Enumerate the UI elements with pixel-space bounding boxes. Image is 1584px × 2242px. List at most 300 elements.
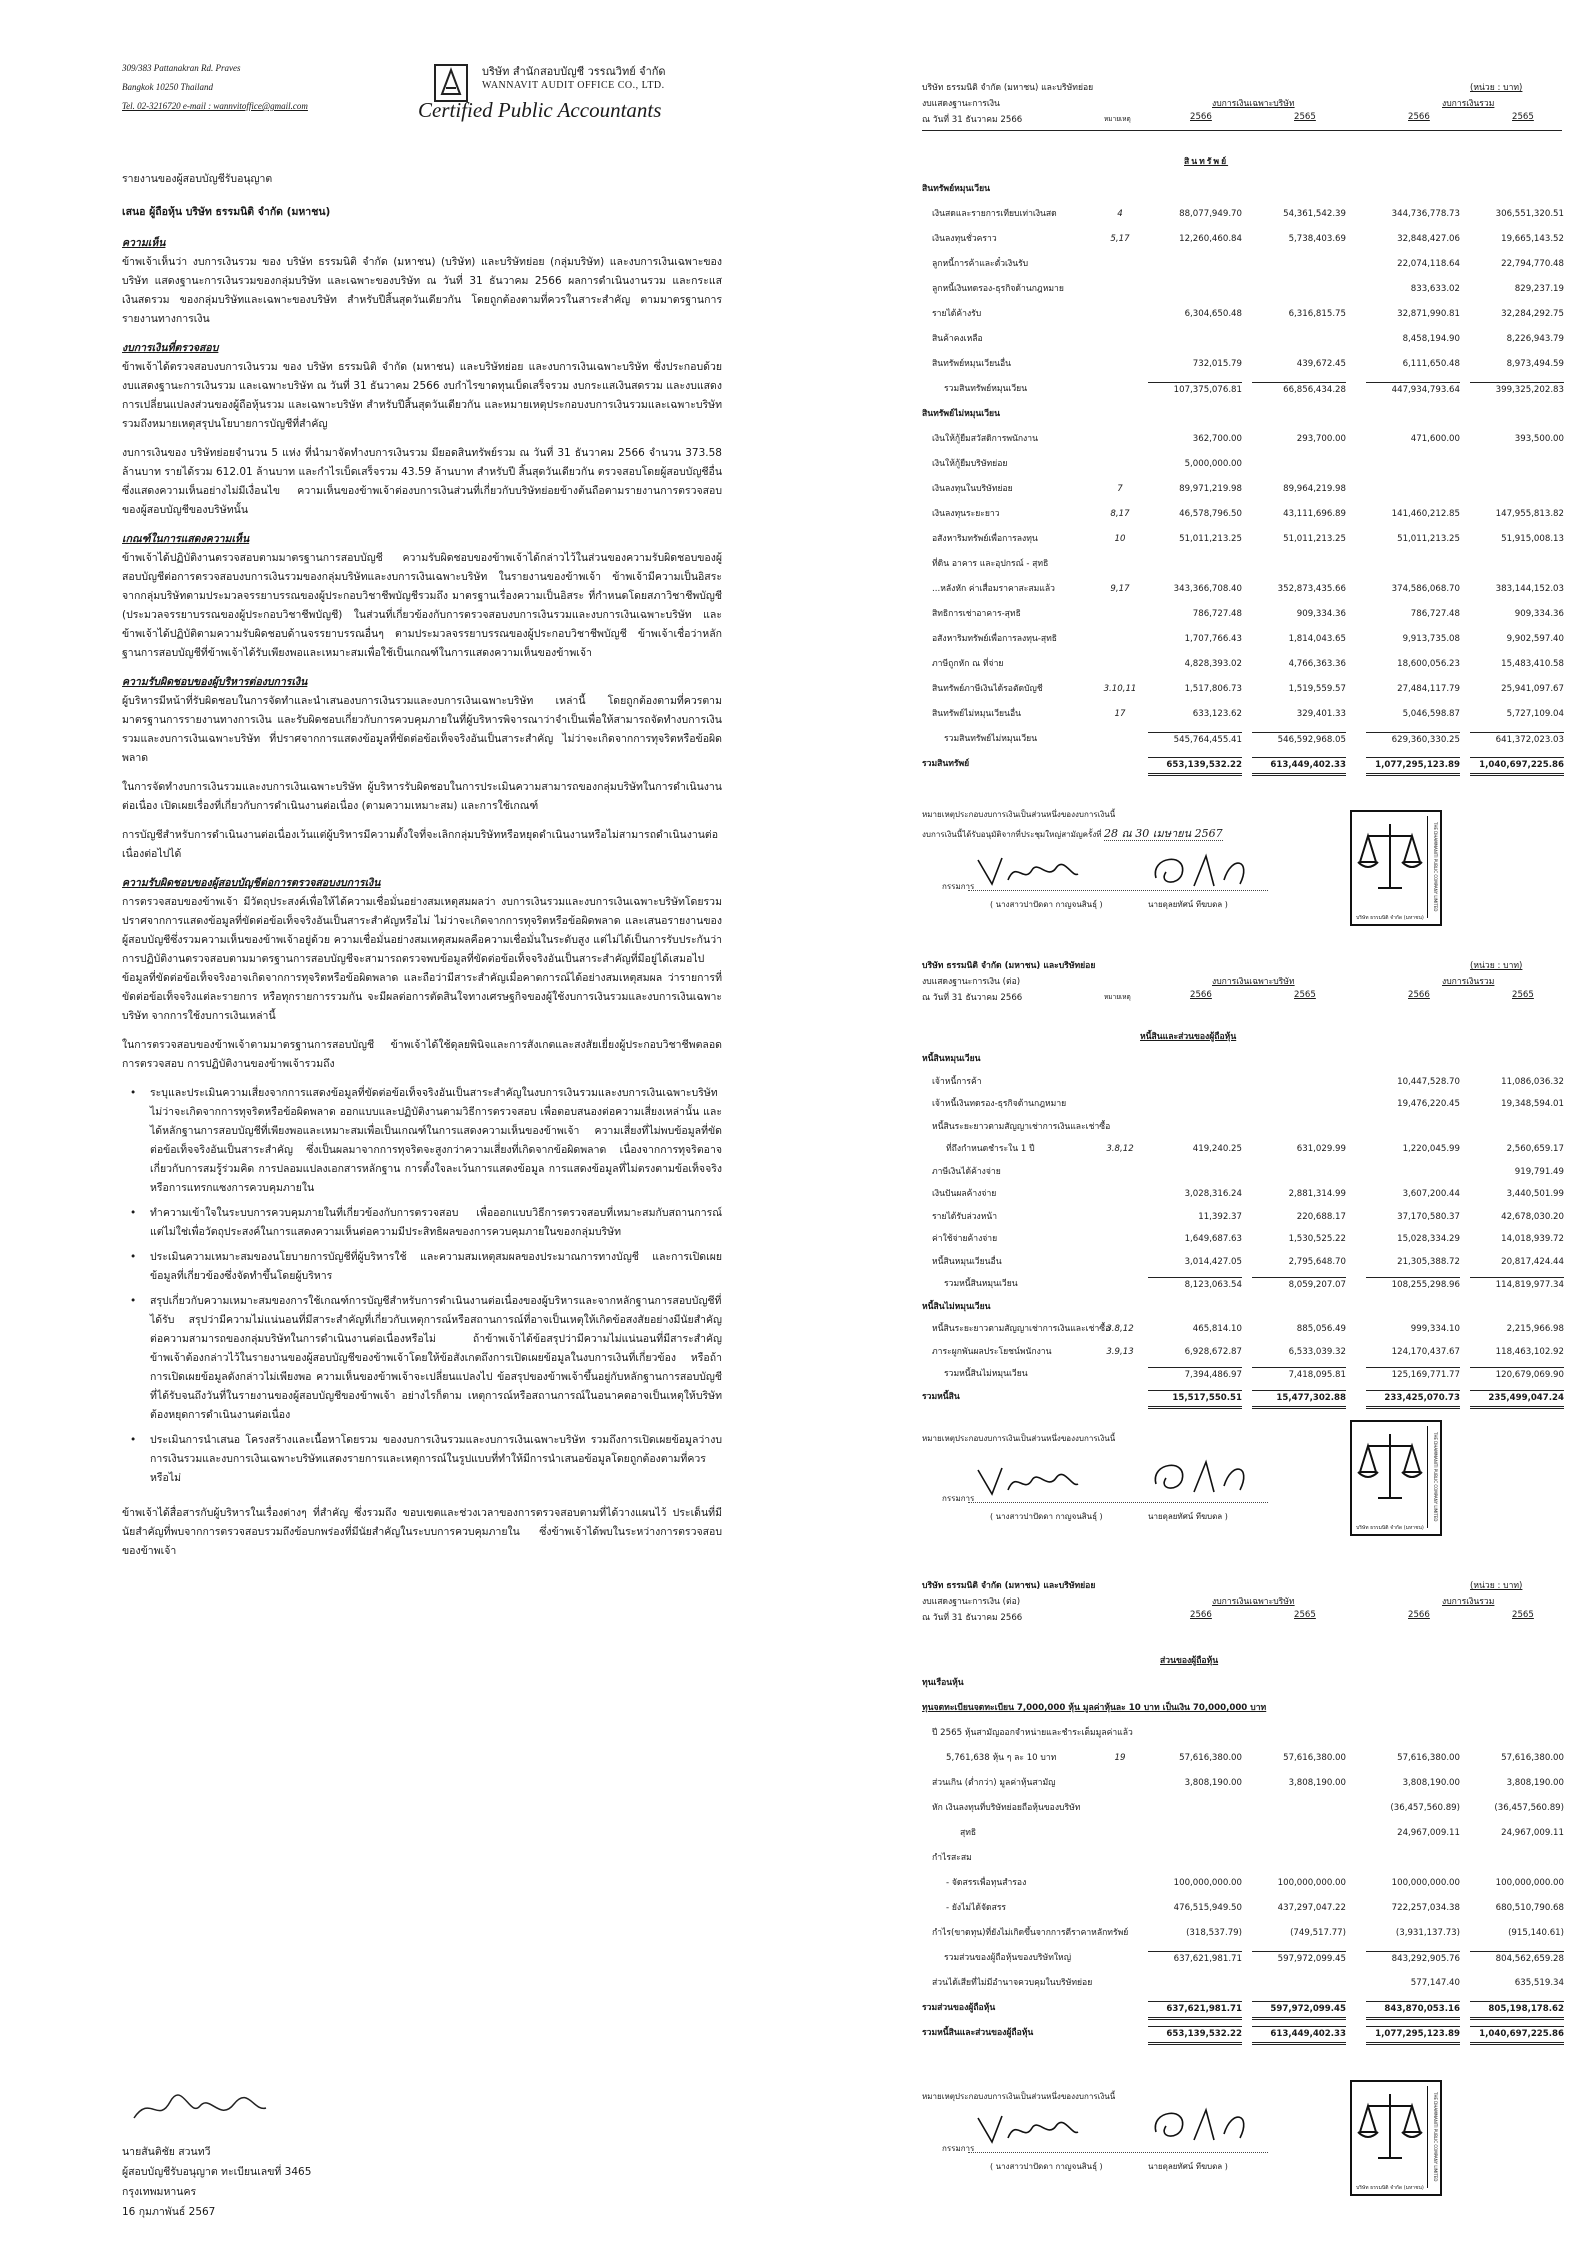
year-header: 2566 <box>1408 1610 1430 1620</box>
table-row <box>922 1052 1584 1067</box>
table-row <box>922 1876 1584 1891</box>
table-row <box>922 657 1584 672</box>
row-value: 3,014,427.05 <box>1184 1256 1242 1267</box>
row-label: หนี้สินไม่หมุนเวียน <box>922 1301 991 1312</box>
row-value: 653,139,532.22 <box>1148 757 1242 776</box>
unit-label: (หน่วย : บาท) <box>1470 961 1523 971</box>
signer-name-1: ( นางสาวปาปัดดา กาญจนสินธุ์ ) <box>990 2162 1103 2171</box>
heading-management-responsibility: ความรับผิดชอบของผู้บริหารต่องบการเงิน <box>122 676 308 688</box>
row-value: 343,366,708.40 <box>1173 584 1242 594</box>
table-row <box>922 1165 1584 1180</box>
paragraph-other-auditors: งบการเงินของ บริษัทย่อยจำนวน 5 แห่ง ที่นำมาจัดทำงบการเงินรวม มียอดสินทรัพย์รวม ณ วันที่ 31 ธันวาคม 2566 จำนวน 373.58 ล้านบาท รายได้รวม 612.01 ล้านบาท และกำไรเบ็ดเสร็จรวม 43.59 ล้านบาท สำหรับปี สิ้นสุดวันเดียวกัน ตรวจสอบโดยผู้สอบบัญชีอื่นซึ่งแสดงความเห็นอย่างไม่มีเงื่อนไข ความเห็นของข้าพเจ้าต่องบการเงินส่วนที่เกี่ยวกับบริษัทย่อยข้างต้นถือตามรายงานการตรวจสอบของผู้สอบบัญชีของบริษัทนั้น <box>122 447 722 516</box>
firm-address <box>122 62 308 113</box>
row-value: 3,440,501.99 <box>1506 1189 1564 1199</box>
row-value: 100,000,000.00 <box>1173 1878 1242 1888</box>
director-signature-1 <box>972 2108 1082 2152</box>
equity-header <box>922 1578 1562 1638</box>
table-row <box>922 482 1584 497</box>
row-label: รวมส่วนของผู้ถือหุ้น <box>922 2003 996 2013</box>
row-label: รวมหนี้สินหมุนเวียน <box>944 1279 1018 1289</box>
company-name: บริษัท ธรรมนิติ จำกัด (มหาชน) และบริษัทย่อย <box>922 961 1096 971</box>
company-name: บริษัท ธรรมนิติ จำกัด (มหาชน) และบริษัทย่อย <box>922 83 1094 93</box>
row-value: 362,700.00 <box>1192 434 1242 444</box>
row-label: ค่าใช้จ่ายค้างจ่าย <box>932 1234 998 1244</box>
row-value: 6,533,039.32 <box>1288 1346 1346 1357</box>
row-value: 25,941,097.67 <box>1501 684 1564 694</box>
address-line-1: 309/383 Pattanakran Rd. Praves <box>122 63 241 73</box>
row-value: 306,551,320.51 <box>1495 209 1564 219</box>
assets-header <box>922 80 1562 140</box>
row-label: ลูกหนี้เงินทดรอง-ธุรกิจด้านกฎหมาย <box>932 284 1064 294</box>
row-value: 4,828,393.02 <box>1184 659 1242 669</box>
row-value: 843,870,053.16 <box>1366 2001 1460 2020</box>
row-value: 15,477,302.88 <box>1252 1390 1346 1409</box>
footnote: หมายเหตุประกอบงบการเงินเป็นส่วนหนึ่งของงบการเงินนี้ <box>922 2092 1116 2101</box>
row-value: (3,931,137.73) <box>1395 1928 1460 1938</box>
row-label: เงินสดและรายการเทียบเท่าเงินสด <box>932 209 1057 219</box>
row-value: 27,484,117.79 <box>1397 684 1460 694</box>
row-value: 1,220,045.99 <box>1402 1144 1460 1154</box>
row-value: 613,449,402.33 <box>1252 2026 1346 2045</box>
section-title-liabilities: หนี้สินและส่วนของผู้ถือหุ้น <box>1140 1032 1237 1042</box>
paragraph-going-concern-cont: การบัญชีสำหรับการดำเนินงานต่อเนื่องเว้นแต่ผู้บริหารมีความตั้งใจที่จะเลิกกลุ่มบริษัทหรือหยุดดำเนินงานหรือไม่สามารถดำเนินงานต่อเนื่องต่อไปได้ <box>122 829 719 860</box>
statement-title: งบแสดงฐานะการเงิน (ต่อ) <box>922 977 1021 987</box>
stamp-text: บริษัท ธรรมนิติ จำกัด (มหาชน) <box>1356 915 1424 921</box>
row-value: 12,260,460.84 <box>1179 234 1242 244</box>
row-value: 374,586,068.70 <box>1391 584 1460 594</box>
row-value: 46,578,796.50 <box>1179 509 1242 519</box>
row-value: 2,215,966.98 <box>1506 1324 1564 1334</box>
row-label: หนี้สินระยะยาวตามสัญญาเช่าการเงินและเช่าซื้อ <box>932 1324 1111 1334</box>
row-value: 88,077,949.70 <box>1179 209 1242 219</box>
row-value: 22,074,118.64 <box>1397 259 1460 269</box>
table-row <box>922 682 1584 697</box>
row-value: 124,170,437.67 <box>1391 1346 1460 1357</box>
row-value: (749,517.77) <box>1290 1928 1346 1938</box>
row-value: 1,040,697,225.86 <box>1470 2026 1564 2045</box>
row-value: 471,600.00 <box>1410 434 1460 444</box>
row-label: ภาษีเงินได้ค้างจ่าย <box>932 1166 1001 1177</box>
row-label: ...หลังหัก ค่าเสื่อมราคาสะสมแล้ว <box>932 584 1055 594</box>
row-value: 6,928,672.87 <box>1184 1346 1242 1357</box>
table-row <box>922 1345 1584 1360</box>
row-label: ส่วนได้เสียที่ไม่มีอำนาจควบคุมในบริษัทย่อย <box>932 1978 1093 1988</box>
report-addressee: เสนอ ผู้ถือหุ้น บริษัท ธรรมนิติ จำกัด (มหาชน) <box>122 206 331 218</box>
row-value: 8,458,194.90 <box>1402 334 1460 344</box>
company-seal-stamp <box>1350 1420 1442 1536</box>
row-value: 100,000,000.00 <box>1277 1878 1346 1888</box>
row-value: 786,727.48 <box>1192 609 1242 619</box>
row-value: 732,015.79 <box>1192 359 1242 369</box>
stamp-side-text: THE DHAMMANITI PUBLIC COMPANY LIMITED <box>1427 816 1438 918</box>
table-row <box>922 307 1584 322</box>
row-value: 805,198,178.62 <box>1470 2001 1564 2020</box>
paragraph-opinion: ข้าพเจ้าเห็นว่า งบการเงินรวม ของ บริษัท ธรรมนิติ จำกัด (มหาชน) (บริษัท) และบริษัทย่อย (กลุ่มบริษัท) และงบการเงินเฉพาะของบริษัท แสดงฐานะการเงินรวมของกลุ่มบริษัท และเฉพาะของบริษัท ณ วันที่ 31 ธันวาคม 2566 ผลการดำเนินงานรวม และกระแสเงินสดรวม ของกลุ่มบริษัทและเฉพาะของบริษัท สำหรับปีสิ้นสุดวันเดียวกัน โดยถูกต้องตามที่ควรในสาระสำคัญ ตามมาตรฐานการรายงานทางการเงิน <box>122 256 722 325</box>
signer-name-2: นายดุลยทัศน์ ทีฆบดล ) <box>1148 900 1228 909</box>
row-value: 107,375,076.81 <box>1148 382 1242 398</box>
row-value: 722,257,034.38 <box>1391 1903 1460 1913</box>
company-name: บริษัท ธรรมนิติ จำกัด (มหาชน) และบริษัทย่อย <box>922 1581 1096 1591</box>
consolidated-header: งบการเงินรวม <box>1442 1597 1495 1607</box>
table-row <box>922 582 1584 597</box>
row-label: เจ้าหนี้การค้า <box>932 1076 982 1087</box>
table-row <box>922 457 1584 472</box>
auditor-signature <box>130 2088 270 2132</box>
table-row <box>922 1367 1584 1382</box>
table-row <box>922 607 1584 622</box>
row-value: 419,240.25 <box>1192 1144 1242 1154</box>
table-row <box>922 1851 1584 1866</box>
firm-tagline: Certified Public Accountants <box>418 98 662 122</box>
row-label: รวมหนี้สินและส่วนของผู้ถือหุ้น <box>922 2028 1034 2038</box>
director-signature-1 <box>972 850 1082 894</box>
row-value: 10,447,528.70 <box>1397 1076 1460 1087</box>
year-header: 2565 <box>1512 1610 1534 1620</box>
row-value: 141,460,212.85 <box>1391 509 1460 519</box>
row-value: 1,814,043.65 <box>1288 634 1346 644</box>
row-value: 57,616,380.00 <box>1397 1753 1460 1763</box>
row-value: 118,463,102.92 <box>1495 1346 1564 1357</box>
year-header: 2565 <box>1294 1610 1316 1620</box>
row-label: สินทรัพย์ไม่หมุนเวียน <box>922 409 1000 419</box>
statement-title: งบแสดงฐานะการเงิน (ต่อ) <box>922 1597 1021 1607</box>
consolidated-header: งบการเงินรวม <box>1442 977 1495 987</box>
row-value: 51,011,213.25 <box>1397 534 1460 544</box>
row-value: 2,881,314.99 <box>1288 1189 1346 1199</box>
table-row <box>922 1801 1584 1816</box>
row-value: 37,170,580.37 <box>1397 1211 1460 1222</box>
row-note: 5,17 <box>1110 234 1130 244</box>
table-row <box>922 1826 1584 1841</box>
row-value: 635,519.34 <box>1514 1978 1564 1988</box>
approval-text: งบการเงินนี้ได้รับอนุมัติจากที่ประชุมใหญ่สามัญครั้งที่ <box>922 830 1102 839</box>
row-value: 909,334.36 <box>1514 609 1564 619</box>
row-label: - จัดสรรเพื่อทุนสำรอง <box>946 1878 1027 1888</box>
row-label: อสังหาริมทรัพย์เพื่อการลงทุน-สุทธิ <box>932 634 1058 644</box>
heading-basis: เกณฑ์ในการแสดงความเห็น <box>122 533 250 545</box>
statement-title: งบแสดงฐานะการเงิน <box>922 99 1000 109</box>
year-header: 2566 <box>1190 990 1212 1000</box>
footnote: หมายเหตุประกอบงบการเงินเป็นส่วนหนึ่งของงบการเงินนี้ <box>922 1434 1116 1443</box>
row-value: 465,814.10 <box>1192 1324 1242 1334</box>
row-value: 114,819,977.34 <box>1470 1277 1564 1293</box>
row-value: 843,292,905.76 <box>1366 1951 1460 1967</box>
director-signature-1 <box>972 1460 1082 1504</box>
table-row <box>922 1232 1584 1247</box>
table-row <box>922 707 1584 722</box>
unit-label: (หน่วย : บาท) <box>1470 83 1523 93</box>
row-value: 833,633.02 <box>1410 284 1460 294</box>
row-value: 637,621,981.71 <box>1148 2001 1242 2020</box>
footnote: หมายเหตุประกอบงบการเงินเป็นส่วนหนึ่งของงบการเงินนี้ <box>922 810 1116 819</box>
firm-name-thai: บริษัท สำนักสอบบัญชี วรรณวิทย์ จำกัด <box>482 65 666 78</box>
row-value: 5,727,109.04 <box>1506 709 1564 719</box>
row-value: 15,483,410.58 <box>1501 659 1564 669</box>
paragraph-audited-statements: ข้าพเจ้าได้ตรวจสอบงบการเงินรวม ของ บริษัท ธรรมนิติ จำกัด (มหาชน) และบริษัทย่อย และงบการเงินเฉพาะบริษัท ซึ่งประกอบด้วย งบแสดงฐานะการเงินรวม และเฉพาะบริษัท ณ วันที่ 31 ธันวาคม 2566 งบกำไรขาดทุนเบ็ดเสร็จรวม งบกระแสเงินสดรวม และงบแสดงการเปลี่ยนแปลงส่วนของผู้ถือหุ้นรวม และเฉพาะบริษัท สำหรับปีสิ้นสุดวันเดียวกัน และหมายเหตุประกอบงบการเงินรวมและเฉพาะบริษัท รวมถึงหมายเหตุสรุปนโยบายการบัญชีที่สำคัญ <box>122 361 722 430</box>
company-seal-stamp <box>1350 2080 1442 2196</box>
row-value: 108,255,298.96 <box>1366 1277 1460 1293</box>
row-value: 8,059,207.07 <box>1252 1277 1346 1293</box>
table-row <box>922 1926 1584 1941</box>
row-value: 51,011,213.25 <box>1283 534 1346 544</box>
table-row <box>922 257 1584 272</box>
sign-label: กรรมการ <box>942 2144 975 2153</box>
row-note: 17 <box>1114 709 1126 719</box>
row-label: เงินปันผลค้างจ่าย <box>932 1189 997 1199</box>
row-value: 43,111,696.89 <box>1283 509 1346 519</box>
row-value: 1,077,295,123.89 <box>1366 2026 1460 2045</box>
row-label: 5,761,638 หุ้น ๆ ละ 10 บาท <box>946 1753 1057 1763</box>
row-label: สินทรัพย์ไม่หมุนเวียนอื่น <box>932 709 1022 719</box>
row-value: 597,972,099.45 <box>1252 1951 1346 1967</box>
row-value: 3,808,190.00 <box>1402 1778 1460 1788</box>
row-value: 631,029.99 <box>1296 1144 1346 1154</box>
row-value: 42,678,030.20 <box>1501 1211 1564 1222</box>
row-value: 437,297,047.22 <box>1277 1903 1346 1913</box>
row-label: รวมสินทรัพย์ <box>922 759 970 769</box>
row-value: 89,971,219.98 <box>1179 484 1242 494</box>
row-value: 885,056.49 <box>1296 1324 1346 1334</box>
row-value: 597,972,099.45 <box>1252 2001 1346 2020</box>
row-label: เงินลงทุนชั่วคราว <box>932 234 997 244</box>
director-signature-2 <box>1148 1456 1258 1504</box>
liabilities-header <box>922 958 1562 1018</box>
row-note: 4 <box>1117 209 1123 219</box>
year-header: 2565 <box>1512 112 1534 122</box>
row-label: เงินให้กู้ยืมสวัสดิการพนักงาน <box>932 434 1038 444</box>
row-label: ที่ถึงกำหนดชำระใน 1 ปี <box>946 1144 1035 1154</box>
row-value: 15,028,334.29 <box>1397 1234 1460 1244</box>
row-value: 2,795,648.70 <box>1288 1256 1346 1267</box>
row-value: 4,766,363.36 <box>1288 659 1346 669</box>
row-note: 10 <box>1114 534 1126 544</box>
row-note: 9,17 <box>1110 584 1130 594</box>
procedure-bullet: • ระบุและประเมินความเสี่ยงจากการแสดงข้อมูลที่ขัดต่อข้อเท็จจริงอันเป็นสาระสำคัญในงบการเงินรวมและงบการเงินเฉพาะบริษัท ไม่ว่าจะเกิดจากการทุจริตหรือข้อผิดพลาด ออกแบบและปฏิบัติงานตามวิธีการตรวจสอบ เพื่อตอบสนองต่อความเสี่ยงเหล่านั้น และได้หลักฐานการสอบบัญชีที่เพียงพอและเหมาะสมเพื่อเป็นเกณฑ์ในการแสดงความเห็นของข้าพเจ้า ความเสี่ยงที่ไม่พบข้อมูลที่ขัดต่อข้อเท็จจริงอันเป็นสาระสำคัญ ซึ่งเป็นผลมาจากการทุจริตจะสูงกว่าความเสี่ยงที่เกิดจากข้อผิดพลาด เนื่องจากการทุจริตอาจเกี่ยวกับการสมรู้ร่วมคิด การปลอมแปลงเอกสารหลักฐาน การตั้งใจละเว้นการแสดงข้อมูล การแสดงข้อมูลที่ไม่ตรงตามข้อเท็จจริงหรือการแทรกแซงการควบคุมภายใน <box>122 1084 722 1198</box>
procedure-bullet: • ประเมินความเหมาะสมของนโยบายการบัญชีที่ผู้บริหารใช้ และความสมเหตุสมผลของประมาณการทางบัญชี และการเปิดเผยข้อมูลที่เกี่ยวข้องซึ่งจัดทำขึ้นโดยผู้บริหาร <box>122 1248 722 1286</box>
row-value: 399,325,202.83 <box>1470 382 1564 398</box>
table-row <box>922 1726 1584 1741</box>
row-value: 344,736,778.73 <box>1391 209 1460 219</box>
year-header: 2566 <box>1408 990 1430 1000</box>
row-note: 7 <box>1117 484 1123 494</box>
row-value: (36,457,560.89) <box>1390 1803 1460 1813</box>
row-value: 653,139,532.22 <box>1148 2026 1242 2045</box>
statement-date: ณ วันที่ 31 ธันวาคม 2566 <box>922 993 1023 1003</box>
row-value: 546,592,968.05 <box>1252 732 1346 748</box>
table-row <box>922 382 1584 397</box>
row-value: 3,607,200.44 <box>1402 1189 1460 1199</box>
table-row <box>922 632 1584 647</box>
row-label: สิทธิการเช่าอาคาร-สุทธิ <box>932 609 1021 619</box>
row-value: 125,169,771.77 <box>1366 1367 1460 1383</box>
table-row <box>922 1097 1584 1112</box>
row-label: สินค้าคงเหลือ <box>932 334 983 344</box>
row-label: รวมสินทรัพย์หมุนเวียน <box>944 384 1028 394</box>
row-label: รวมหนี้สิน <box>922 1391 960 1402</box>
row-value: 1,519,559.57 <box>1288 684 1346 694</box>
row-value: 613,449,402.33 <box>1252 757 1346 776</box>
row-label: ลูกหนี้การค้าและตั๋วเงินรับ <box>932 259 1029 269</box>
row-value: 100,000,000.00 <box>1391 1878 1460 1888</box>
table-row <box>922 732 1584 747</box>
table-row <box>922 1901 1584 1916</box>
row-value: 120,679,069.90 <box>1470 1367 1564 1383</box>
row-value: 57,616,380.00 <box>1179 1753 1242 1763</box>
table-row <box>922 2026 1584 2041</box>
row-value: 235,499,047.24 <box>1470 1390 1564 1409</box>
row-note: 3.10,11 <box>1103 684 1137 694</box>
sign-label: กรรมการ <box>942 882 975 891</box>
row-label: หัก เงินลงทุนที่บริษัทย่อยถือหุ้นของบริษัท <box>932 1803 1081 1813</box>
table-row <box>922 1390 1584 1405</box>
row-value: 383,144,152.03 <box>1495 584 1564 594</box>
row-value: 32,871,990.81 <box>1397 309 1460 319</box>
auditor-license: ผู้สอบบัญชีรับอนุญาต ทะเบียนเลขที่ 3465 <box>122 2166 312 2178</box>
signer-name-2: นายดุลยทัศน์ ทีฆบดล ) <box>1148 2162 1228 2171</box>
row-value: 3,808,190.00 <box>1288 1778 1346 1788</box>
director-signature-2 <box>1148 2104 1258 2152</box>
signature-line <box>968 890 1268 891</box>
row-value: 9,902,597.40 <box>1506 634 1564 644</box>
table-row <box>922 1120 1584 1135</box>
row-value: (915,140.61) <box>1508 1928 1564 1938</box>
table-row <box>922 1210 1584 1225</box>
row-value: 629,360,330.25 <box>1366 732 1460 748</box>
row-label: ทุนจดทะเบียนจดทะเบียน 7,000,000 หุ้น มูลค่าหุ้นละ 10 บาท เป็นเงิน 70,000,000 บาท <box>922 1703 1267 1713</box>
signer-name-1: ( นางสาวปาปัดดา กาญจนสินธุ์ ) <box>990 1512 1103 1521</box>
table-row <box>922 1300 1584 1315</box>
row-value: 54,361,542.39 <box>1283 209 1346 219</box>
unit-label: (หน่วย : บาท) <box>1470 1581 1523 1591</box>
table-row <box>922 232 1584 247</box>
signer-name-2: นายดุลยทัศน์ ทีฆบดล ) <box>1148 1512 1228 1521</box>
row-label: อสังหาริมทรัพย์เพื่อการลงทุน <box>932 534 1038 544</box>
table-row <box>922 1951 1584 1966</box>
paragraph-going-concern: ในการจัดทำงบการเงินรวมและงบการเงินเฉพาะบริษัท ผู้บริหารรับผิดชอบในการประเมินความสามารถของกลุ่มบริษัทในการดำเนินงานต่อเนื่อง เปิดเผยเรื่องที่เกี่ยวกับการดำเนินงานต่อเนื่อง (ตามความเหมาะสม) และการใช้เกณฑ์ <box>122 781 722 812</box>
stamp-side-text: THE DHAMMANITI PUBLIC COMPANY LIMITED <box>1427 2086 1438 2188</box>
paragraph-auditor-responsibility: การตรวจสอบของข้าพเจ้า มีวัตถุประสงค์เพื่อให้ได้ความเชื่อมั่นอย่างสมเหตุสมผลว่า งบการเงินรวมและงบการเงินเฉพาะบริษัทโดยรวม ปราศจากการแสดงข้อมูลที่ขัดต่อข้อเท็จจริงอันเป็นสาระสำคัญหรือไม่ ไม่ว่าจะเกิดจากการทุจริตหรือข้อผิดพลาด และเสนอรายงานของผู้สอบบัญชีซึ่งรวมความเห็นของข้าพเจ้าอยู่ด้วย ความเชื่อมั่นอย่างสมเหตุสมผลคือความเชื่อมั่นในระดับสูง แต่ไม่ได้เป็นการรับประกันว่า การปฏิบัติงานตรวจสอบตามมาตรฐานการสอบบัญชีจะสามารถตรวจพบข้อมูลที่ขัดต่อข้อเท็จจริงอันเป็นสาระสำคัญที่มีอยู่ได้เสมอไป ข้อมูลที่ขัดต่อข้อเท็จจริงอาจเกิดจากการทุจริตหรือข้อผิดพลาด และถือว่ามีสาระสำคัญเมื่อคาดการณ์ได้อย่างสมเหตุสมผล ว่ารายการที่ขัดต่อข้อเท็จจริงแต่ละรายการ หรือทุกรายการรวมกัน จะมีผลต่อการตัดสินใจทางเศรษฐกิจของผู้ใช้งบการเงินรวมและงบการเงินเฉพาะบริษัท จากการใช้งบการเงินเหล่านี้ <box>122 896 722 1022</box>
address-line-2: Bangkok 10250 Thailand <box>122 82 213 92</box>
row-label: รวมสินทรัพย์ไม่หมุนเวียน <box>944 734 1038 744</box>
table-row <box>922 432 1584 447</box>
row-label: ส่วนเกิน (ต่ำกว่า) มูลค่าหุ้นสามัญ <box>932 1778 1056 1788</box>
row-label: รายได้รับล่วงหน้า <box>932 1211 998 1222</box>
row-value: 680,510,790.68 <box>1495 1903 1564 1913</box>
auditor-block <box>122 2142 311 2222</box>
row-value: 9,913,735.08 <box>1402 634 1460 644</box>
table-row <box>922 282 1584 297</box>
approval-handwritten: 28 ณ 30 เมษายน 2567 <box>1104 827 1223 840</box>
row-value: 786,727.48 <box>1410 609 1460 619</box>
sign-label: กรรมการ <box>942 1494 975 1503</box>
row-value: 66,856,434.28 <box>1252 382 1346 398</box>
table-row <box>922 757 1584 772</box>
row-value: 6,316,815.75 <box>1288 309 1346 319</box>
table-row <box>922 1776 1584 1791</box>
row-label: รวมส่วนของผู้ถือหุ้นของบริษัทใหญ่ <box>944 1953 1072 1963</box>
separate-header: งบการเงินเฉพาะบริษัท <box>1212 1597 1295 1607</box>
row-label: สุทธิ <box>960 1828 977 1838</box>
row-note: 3.8,12 <box>1106 1144 1134 1154</box>
address-contact: Tel. 02-3216720 e-mail : wannvitoffice@gmail.com <box>122 101 308 111</box>
row-value: 1,040,697,225.86 <box>1470 757 1564 776</box>
row-value: 447,934,793.64 <box>1366 382 1460 398</box>
row-value: 7,394,486.97 <box>1148 1367 1242 1383</box>
row-value: 6,111,650.48 <box>1402 359 1460 369</box>
table-row <box>922 182 1584 197</box>
row-value: (318,537.79) <box>1186 1928 1242 1938</box>
row-label: เงินลงทุนในบริษัทย่อย <box>932 484 1013 494</box>
procedure-bullet: • ประเมินการนำเสนอ โครงสร้างและเนื้อหาโดยรวม ของงบการเงินรวมและงบการเงินเฉพาะบริษัท รวมถึงการเปิดเผยข้อมูลว่างบการเงินรวมและงบการเงินเฉพาะบริษัทแสดงรายการและเหตุการณ์ในรูปแบบที่ทำให้มีการนำเสนอข้อมูลโดยถูกต้องตามที่ควรหรือไม่ <box>122 1431 722 1488</box>
table-row <box>922 1187 1584 1202</box>
separate-header: งบการเงินเฉพาะบริษัท <box>1212 99 1295 109</box>
row-note: 19 <box>1114 1753 1126 1763</box>
row-value: 20,817,424.44 <box>1501 1256 1564 1267</box>
row-label: สินทรัพย์ภาษีเงินได้รอตัดบัญชี <box>932 684 1043 694</box>
row-value: 439,672.45 <box>1296 359 1346 369</box>
paragraph-management-responsibility: ผู้บริหารมีหน้าที่รับผิดชอบในการจัดทำและนำเสนองบการเงินรวมและงบการเงินเฉพาะบริษัท เหล่านี้ โดยถูกต้องตามที่ควรตามมาตรฐานการรายงานทางการเงิน และรับผิดชอบเกี่ยวกับการควบคุมภายในที่ผู้บริหารพิจารณาว่าจำเป็นเพื่อให้สามารถจัดทำงบการเงินรวมและงบการเงินเฉพาะบริษัท ที่ปราศจากการแสดงข้อมูลที่ขัดต่อข้อเท็จจริงอันเป็นสาระสำคัญ ไม่ว่าจะเกิดจากการทุจริตหรือข้อผิดพลาด <box>122 695 722 764</box>
row-label: - ยังไม่ได้จัดสรร <box>946 1903 1007 1913</box>
table-row <box>922 532 1584 547</box>
signature-line <box>968 1502 1268 1503</box>
report-date: 16 กุมภาพันธ์ 2567 <box>122 2206 216 2218</box>
table-row <box>922 1142 1584 1157</box>
row-value: 14,018,939.72 <box>1501 1234 1564 1244</box>
row-value: 1,530,525.22 <box>1288 1234 1346 1244</box>
table-row <box>922 407 1584 422</box>
row-value: 829,237.19 <box>1514 284 1564 294</box>
table-row <box>922 332 1584 347</box>
row-label: หนี้สินหมุนเวียน <box>922 1054 981 1064</box>
table-row <box>922 1751 1584 1766</box>
row-value: 22,794,770.48 <box>1501 259 1564 269</box>
stamp-side-text: THE DHAMMANITI PUBLIC COMPANY LIMITED <box>1427 1426 1438 1528</box>
stamp-text: บริษัท ธรรมนิติ จำกัด (มหาชน) <box>1356 1525 1424 1531</box>
row-value: 6,304,650.48 <box>1184 309 1242 319</box>
row-value: 5,000,000.00 <box>1184 459 1242 469</box>
firm-logo-icon <box>434 64 468 102</box>
row-value: 89,964,219.98 <box>1283 484 1346 494</box>
row-value: 3,808,190.00 <box>1184 1778 1242 1788</box>
row-value: 57,616,380.00 <box>1283 1753 1346 1763</box>
section-title-equity: ส่วนของผู้ถือหุ้น <box>1160 1656 1219 1666</box>
row-value: 641,372,023.03 <box>1470 732 1564 748</box>
row-value: 7,418,095.81 <box>1252 1367 1346 1383</box>
row-label: ภาษีถูกหัก ณ ที่จ่าย <box>932 659 1004 669</box>
financial-statements-page <box>800 0 1584 2242</box>
row-value: 8,226,943.79 <box>1506 334 1564 344</box>
row-value: 2,560,659.17 <box>1506 1144 1564 1154</box>
row-value: 393,500.00 <box>1514 434 1564 444</box>
year-header: 2565 <box>1294 112 1316 122</box>
row-value: 919,791.49 <box>1514 1166 1564 1177</box>
row-label: ภาระผูกพันผลประโยชน์พนักงาน <box>932 1346 1052 1357</box>
row-value: 1,077,295,123.89 <box>1366 757 1460 776</box>
row-value: 11,086,036.32 <box>1501 1076 1564 1087</box>
row-value: 24,967,009.11 <box>1397 1828 1460 1838</box>
header-rule <box>922 130 1562 131</box>
row-label: ปี 2565 หุ้นสามัญออกจำหน่ายและชำระเต็มมูลค่าแล้ว <box>932 1728 1133 1738</box>
row-label: เงินให้กู้ยืมบริษัทย่อย <box>932 459 1008 469</box>
paragraph-communication: ข้าพเจ้าได้สื่อสารกับผู้บริหารในเรื่องต่างๆ ที่สำคัญ ซึ่งรวมถึง ขอบเขตและช่วงเวลาของการตรวจสอบตามที่ได้วางแผนไว้ ประเด็นที่มีนัยสำคัญที่พบจากการตรวจสอบรวมถึงข้อบกพร่องที่มีนัยสำคัญในระบบการควบคุมภายใน ซึ่งข้าพเจ้าได้พบในระหว่างการตรวจสอบของข้าพเจ้า <box>122 1507 722 1557</box>
row-value: 51,915,008.13 <box>1501 534 1564 544</box>
row-note: 8,17 <box>1110 509 1130 519</box>
row-value: 8,123,063.54 <box>1148 1277 1242 1293</box>
company-seal-stamp <box>1350 810 1442 926</box>
row-value: 32,284,292.75 <box>1501 309 1564 319</box>
row-value: (36,457,560.89) <box>1494 1803 1564 1813</box>
table-row <box>922 1976 1584 1991</box>
